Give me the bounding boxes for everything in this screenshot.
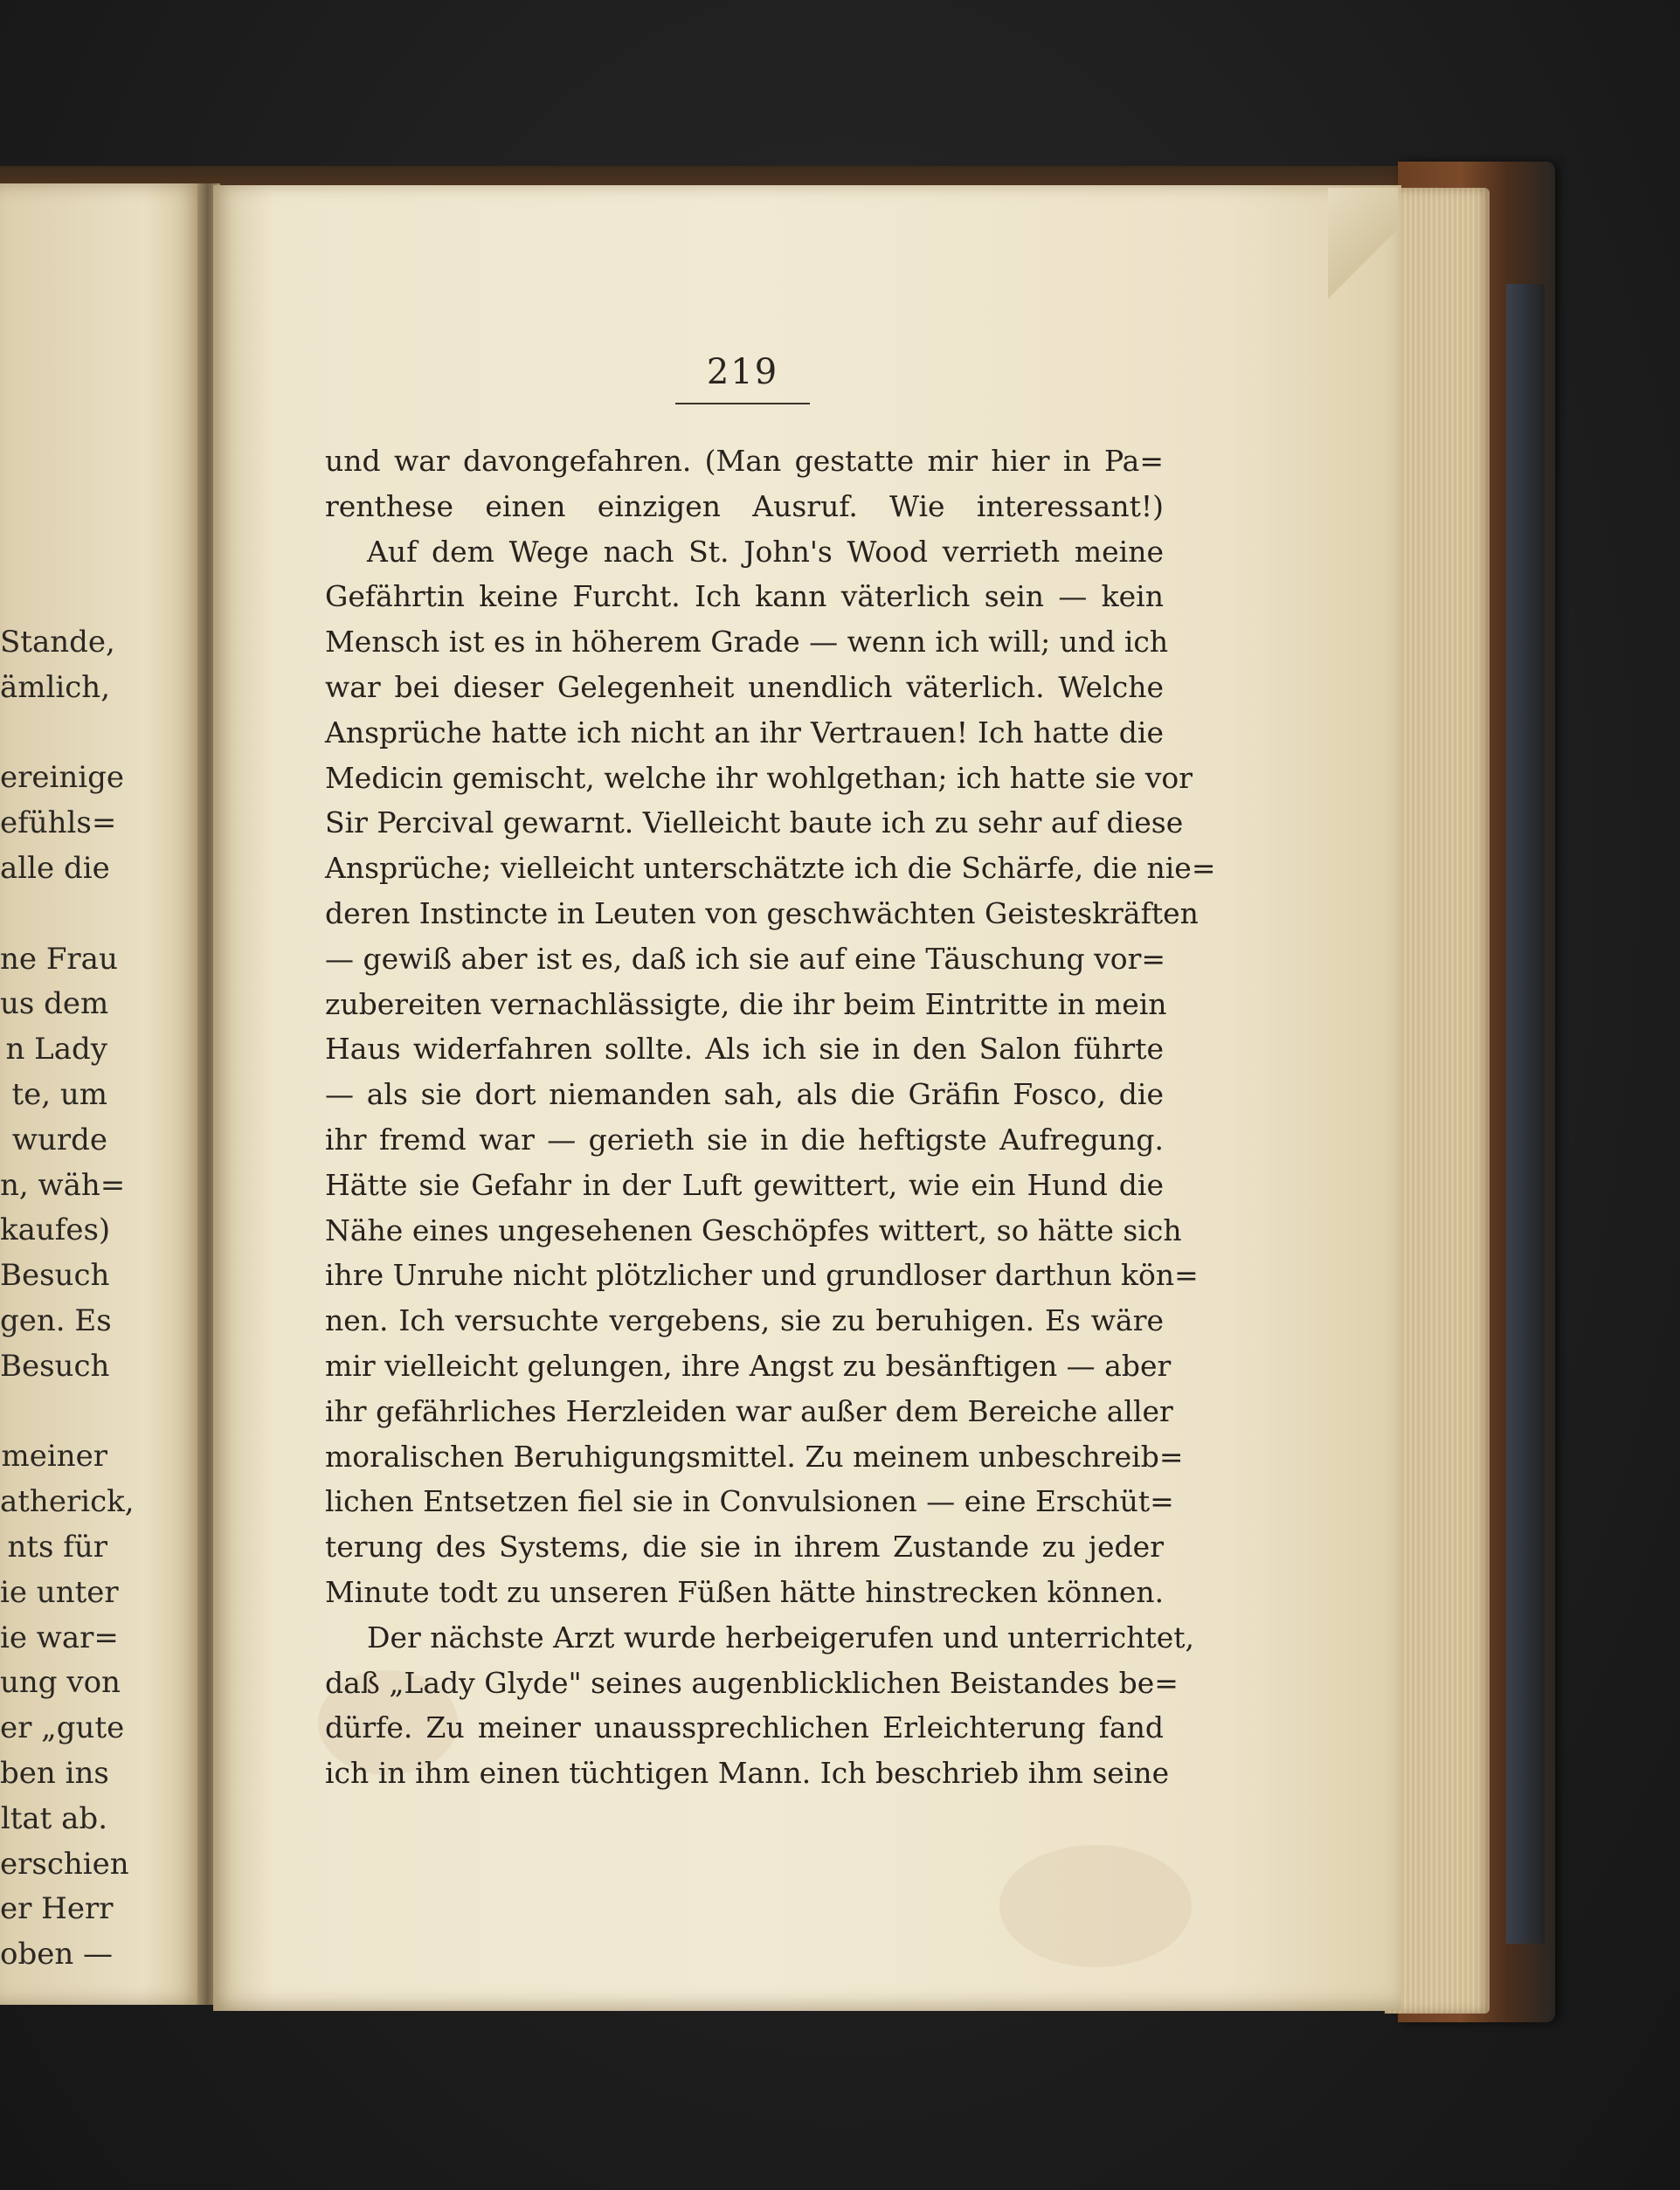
left-line: meiner (1, 1439, 107, 1475)
left-line: atherick, (0, 1484, 135, 1520)
text-line: ihr fremd war — gerieth sie in die heftigste Aufregung. (325, 1122, 1164, 1157)
page-number: 219 (706, 352, 779, 392)
text-line: mir vielleicht gelungen, ihre Angst zu besänftigen — aber (325, 1348, 1172, 1383)
text-line: daß „Lady Glyde" seines augenblicklichen Beistandes be= (325, 1665, 1179, 1700)
text-line: und war davongefahren. (Man gestatte mir hier in Pa= (325, 444, 1164, 478)
left-line: te, um (11, 1076, 107, 1112)
text-line: renthese einen einzigen Ausruf. Wie interessant!) (325, 488, 1164, 523)
left-line: oben — (0, 1937, 114, 1972)
left-gap (0, 892, 107, 937)
text-line: ihr gefährliches Herzleiden war außer dem Bereiche aller (325, 1393, 1173, 1428)
text-line: lichen Entsetzen fiel sie in Convulsionen — eine Erschüt= (325, 1484, 1174, 1519)
text-line: terung des Systems, die sie in ihrem Zustande zu jeder (325, 1530, 1164, 1565)
left-gap (0, 1390, 107, 1435)
text-line: zubereiten vernachlässigte, die ihr beim Eintritte in mein (325, 986, 1167, 1021)
left-line: nts für (7, 1529, 107, 1565)
text-line: nen. Ich versuchte vergebens, sie zu beruhigen. Es wäre (325, 1303, 1164, 1338)
text-line: Auf dem Wege nach St. John's Wood verrieth meine (367, 534, 1164, 569)
text-line: — gewiß aber ist es, daß ich sie auf eine Täuschung vor= (325, 941, 1166, 976)
left-line: ben ins (0, 1755, 109, 1791)
left-line: us dem (0, 986, 109, 1022)
text-line: dürfe. Zu meiner unaussprechlichen Erleichterung fand (325, 1710, 1164, 1745)
text-line: Nähe eines ungesehenen Geschöpfes wittert, so hätte sich (325, 1212, 1182, 1247)
page-corner-curl (1328, 188, 1398, 301)
left-line: ie unter (0, 1574, 119, 1610)
text-line: Medicin gemischt, welche ihr wohlgethan; ich hatte sie vor (325, 760, 1193, 795)
left-line: Besuch (0, 1348, 110, 1384)
left-line: Besuch (0, 1258, 110, 1294)
left-line: ämlich, (0, 669, 111, 705)
left-line: wurde (11, 1122, 107, 1157)
text-line: Mensch ist es in höherem Grade — wenn ich will; und ich (325, 625, 1169, 660)
left-line: ung von (0, 1665, 121, 1701)
text-line: — als sie dort niemanden sah, als die Gräfin Fosco, die (325, 1077, 1164, 1112)
left-line: alle die (0, 850, 110, 886)
text-line: ihre Unruhe nicht plötzlicher und grundloser darthun kön= (325, 1258, 1199, 1293)
left-line: erschien (0, 1846, 129, 1882)
text-line: Ansprüche hatte ich nicht an ihr Vertrauen! Ich hatte die (325, 715, 1164, 750)
left-line: er Herr (0, 1891, 114, 1927)
text-line: Haus widerfahren sollte. Als ich sie in den Salon führte (325, 1032, 1164, 1067)
text-line: Gefährtin keine Furcht. Ich kann väterlich sein — kein (325, 579, 1164, 614)
text-line: deren Instincte in Leuten von geschwächten Geisteskräften (325, 895, 1199, 930)
left-line: ereinige (0, 760, 125, 796)
text-line: Ansprüche; vielleicht unterschätzte ich die Schärfe, die nie= (325, 851, 1216, 886)
left-page-text (0, 620, 205, 1978)
left-line: Stande, (0, 625, 115, 660)
page-body-text (325, 439, 1216, 1796)
left-line: er „gute (0, 1710, 125, 1746)
left-line: ltat ab. (0, 1800, 107, 1836)
left-page (0, 183, 205, 2005)
text-line: moralischen Beruhigungsmittel. Zu meinem unbeschreib= (325, 1439, 1184, 1474)
text-line: war bei dieser Gelegenheit unendlich väterlich. Welche (325, 669, 1164, 704)
page-number-rule (675, 403, 810, 404)
text-line: ich in ihm einen tüchtigen Mann. Ich beschrieb ihm seine (325, 1756, 1170, 1791)
left-gap (0, 711, 107, 756)
left-line: n, wäh= (0, 1167, 126, 1203)
text-line: Der nächste Arzt wurde herbeigerufen und unterrichtet, (367, 1620, 1195, 1655)
left-line: ie war= (0, 1620, 119, 1655)
left-line: gen. Es (0, 1302, 112, 1338)
left-line: kaufes) (0, 1212, 111, 1248)
page-stain (999, 1845, 1192, 1967)
text-line: Sir Percival gewarnt. Vielleicht baute ich zu sehr auf diese (325, 805, 1184, 840)
left-line: n Lady (5, 1032, 107, 1067)
left-line: ne Frau (0, 941, 118, 977)
text-line: Minute todt zu unseren Füßen hätte hinstrecken können. (325, 1574, 1165, 1609)
text-line: Hätte sie Gefahr in der Luft gewittert, wie ein Hund die (325, 1167, 1164, 1202)
left-line: efühls= (0, 805, 117, 841)
